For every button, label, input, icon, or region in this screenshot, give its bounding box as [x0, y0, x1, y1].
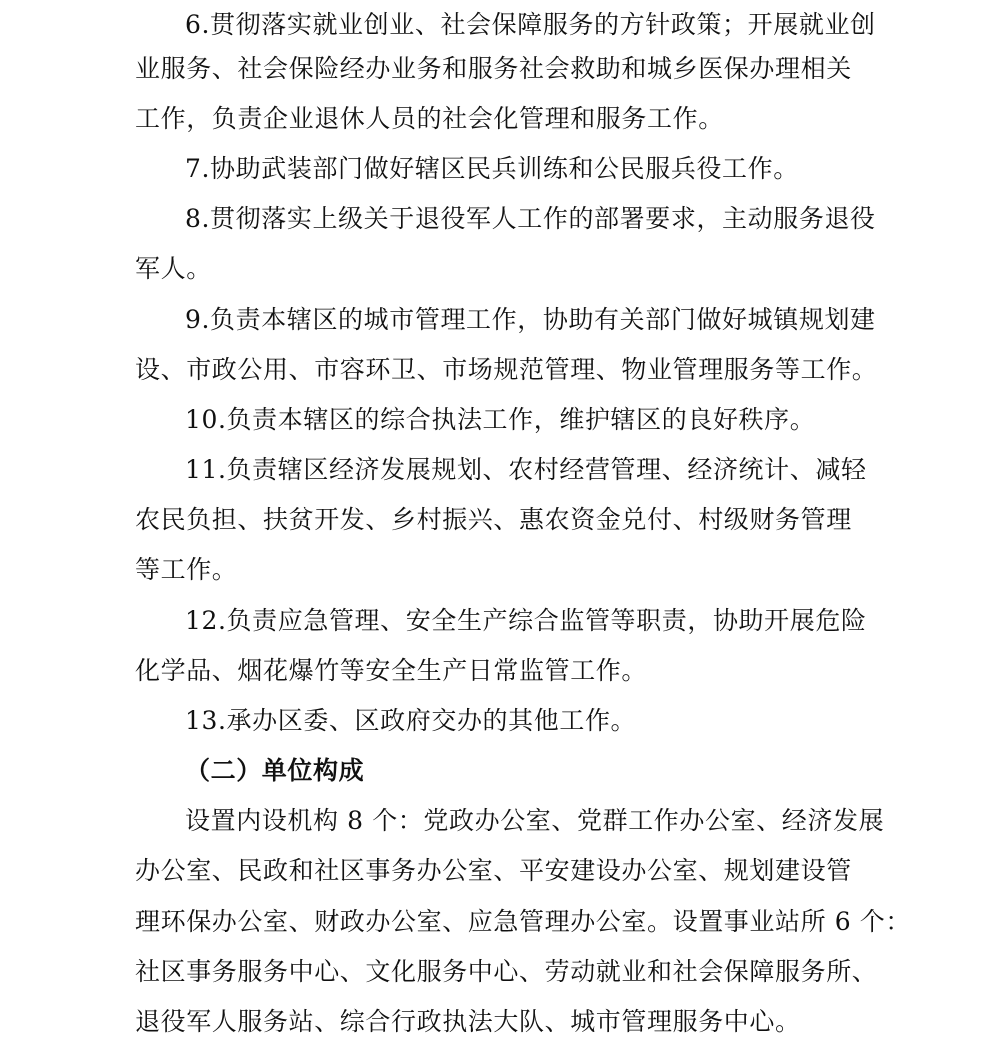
text-line: 8.贯彻落实上级关于退役军人工作的部署要求，主动服务退役 — [185, 204, 876, 233]
text-line: 11.负责辖区经济发展规划、农村经营管理、经济统计、减轻 — [185, 455, 867, 484]
text-line: 农民负担、扶贫开发、乡村振兴、惠农资金兑付、村级财务管理 — [135, 505, 852, 534]
text-line: 工作，负责企业退休人员的社会化管理和服务工作。 — [135, 104, 724, 133]
text-line: 退役军人服务站、综合行政执法大队、城市管理服务中心。 — [135, 1007, 801, 1036]
text-line: 12.负责应急管理、安全生产综合监管等职责，协助开展危险 — [185, 606, 867, 635]
text-line: 办公室、民政和社区事务办公室、平安建设办公室、规划建设管 — [135, 856, 852, 885]
text-line: 设、市政公用、市容环卫、市场规范管理、物业管理服务等工作。 — [135, 355, 878, 384]
text-line: 化学品、烟花爆竹等安全生产日常监管工作。 — [135, 656, 648, 685]
text-line: 等工作。 — [135, 555, 238, 584]
text-line: 6.贯彻落实就业创业、社会保障服务的方针政策；开展就业创 — [185, 10, 876, 39]
text-line: 业服务、社会保险经办业务和服务社会救助和城乡医保办理相关 — [135, 54, 852, 83]
section-heading: （二）单位构成 — [185, 756, 365, 785]
text-line: 军人。 — [135, 254, 212, 283]
text-line: 9.负责本辖区的城市管理工作，协助有关部门做好城镇规划建 — [185, 305, 876, 334]
text-line: 13.承办区委、区政府交办的其他工作。 — [185, 706, 637, 735]
text-line: 7.协助武装部门做好辖区民兵训练和公民服兵役工作。 — [185, 154, 799, 183]
text-line: 社区事务服务中心、文化服务中心、劳动就业和社会保障服务所、 — [135, 957, 878, 986]
text-line: 10.负责本辖区的综合执法工作，维护辖区的良好秩序。 — [185, 405, 816, 434]
text-line: 设置内设机构 8 个：党政办公室、党群工作办公室、经济发展 — [185, 806, 885, 835]
text-line: 理环保办公室、财政办公室、应急管理办公室。设置事业站所 6 个： — [135, 907, 912, 936]
